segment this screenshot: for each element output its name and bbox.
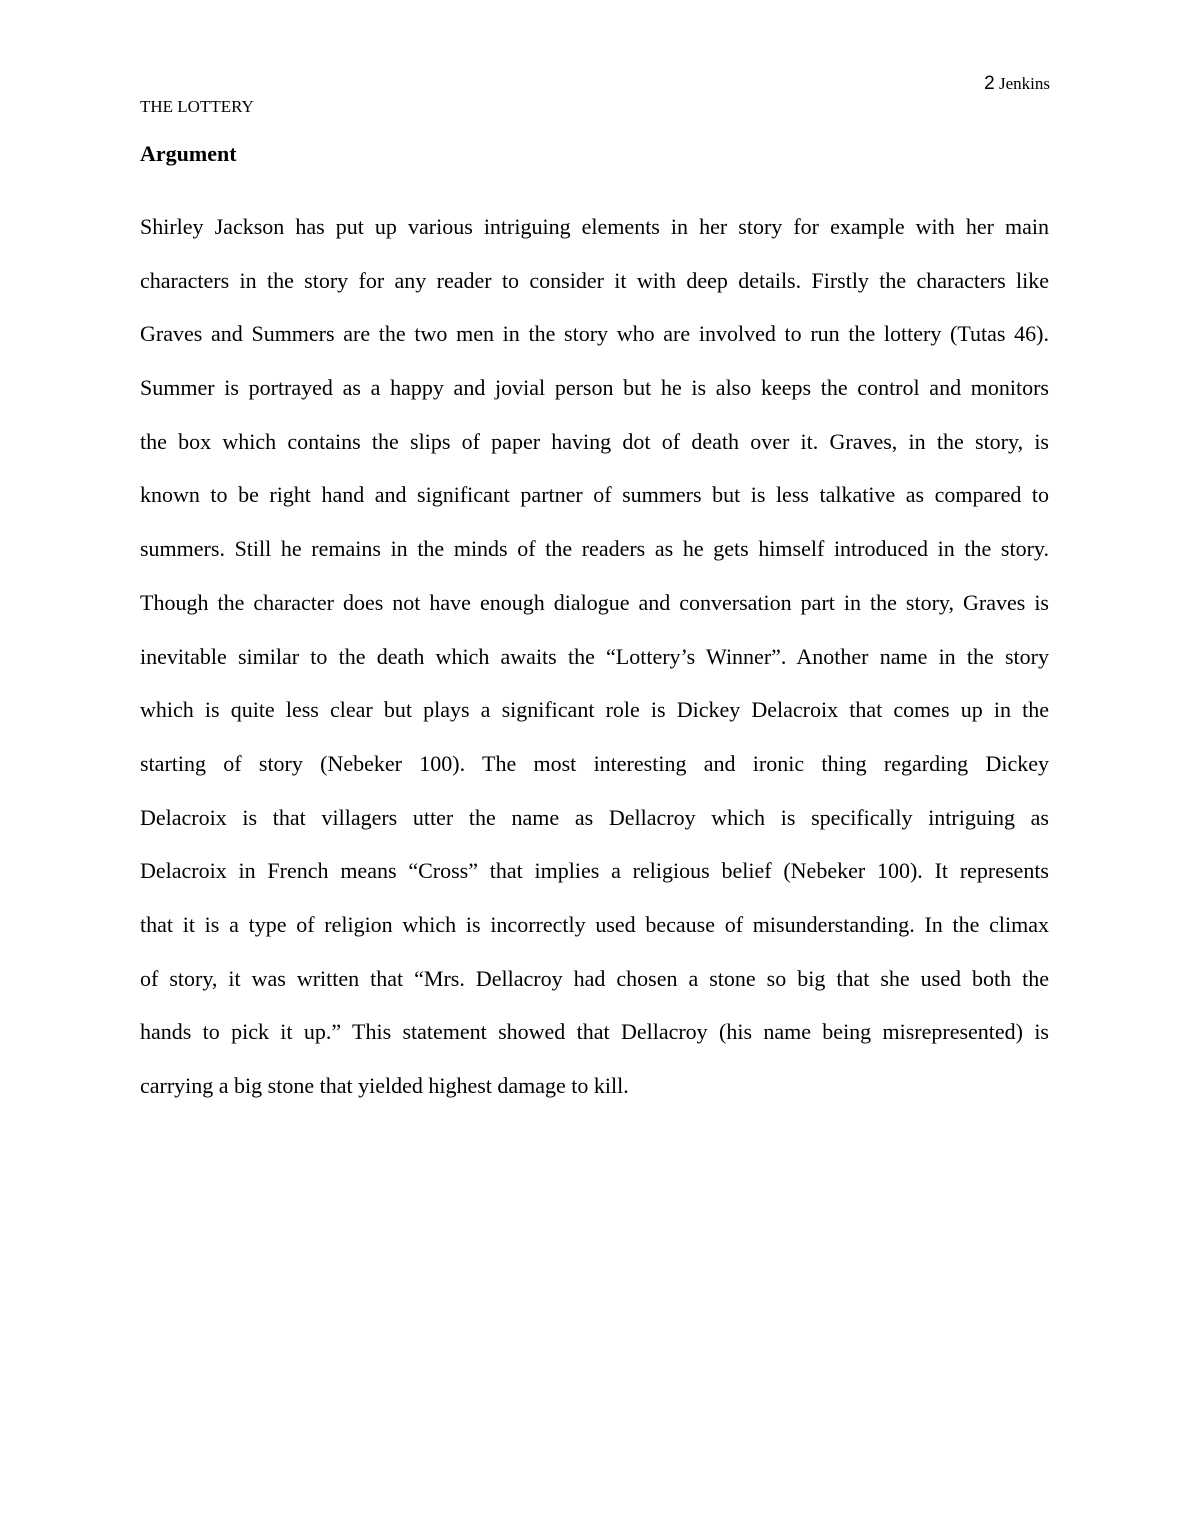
paragraph-line: Though the character does not have enough dialogue and conversation part in the story, Graves is (140, 589, 1049, 615)
paragraph-line: hands to pick it up.” This statement showed that Dellacroy (his name being misrepresented) is (140, 1019, 1049, 1045)
paragraph-line: Delacroix in French means “Cross” that implies a religious belief (Nebeker 100). It represents (140, 858, 1049, 884)
paragraph-line: inevitable similar to the death which awaits the “Lottery’s Winner”. Another name in the story (140, 643, 1049, 669)
paragraph-line: characters in the story for any reader to consider it with deep details. Firstly the characters like (140, 267, 1049, 293)
page-number: 2 (984, 73, 995, 94)
section-heading: Argument (140, 141, 237, 166)
paragraph-line: Summer is portrayed as a happy and jovial person but he is also keeps the control and monitors (140, 375, 1049, 401)
paragraph-line: which is quite less clear but plays a significant role is Dickey Delacroix that comes up in the (140, 697, 1049, 723)
paragraph-line: Shirley Jackson has put up various intriguing elements in her story for example with her main (140, 214, 1049, 239)
paragraph-line: starting of story (Nebeker 100). The most interesting and ironic thing regarding Dickey (140, 750, 1049, 776)
paragraph-line: Delacroix is that villagers utter the name as Dellacroy which is specifically intriguing as (140, 804, 1049, 830)
paragraph-line: the box which contains the slips of paper having dot of death over it. Graves, in the story, is (140, 428, 1049, 454)
page-header-number (984, 73, 1050, 95)
paragraph-line: that it is a type of religion which is incorrectly used because of misunderstanding. In the climax (140, 911, 1049, 937)
paragraph-line: of story, it was written that “Mrs. Dellacroy had chosen a stone so big that she used both the (140, 965, 1049, 991)
author-name: Jenkins (999, 74, 1050, 93)
body-paragraph (140, 200, 1049, 1113)
running-head: THE LOTTERY (140, 97, 254, 116)
paragraph-line: Graves and Summers are the two men in the story who are involved to run the lottery (Tutas 46). (140, 321, 1049, 347)
paragraph-line: known to be right hand and significant partner of summers but is less talkative as compared to (140, 482, 1049, 508)
paragraph-line-last: carrying a big stone that yielded highest damage to kill. (140, 1073, 629, 1098)
paragraph-line: summers. Still he remains in the minds of the readers as he gets himself introduced in the story. (140, 536, 1049, 562)
